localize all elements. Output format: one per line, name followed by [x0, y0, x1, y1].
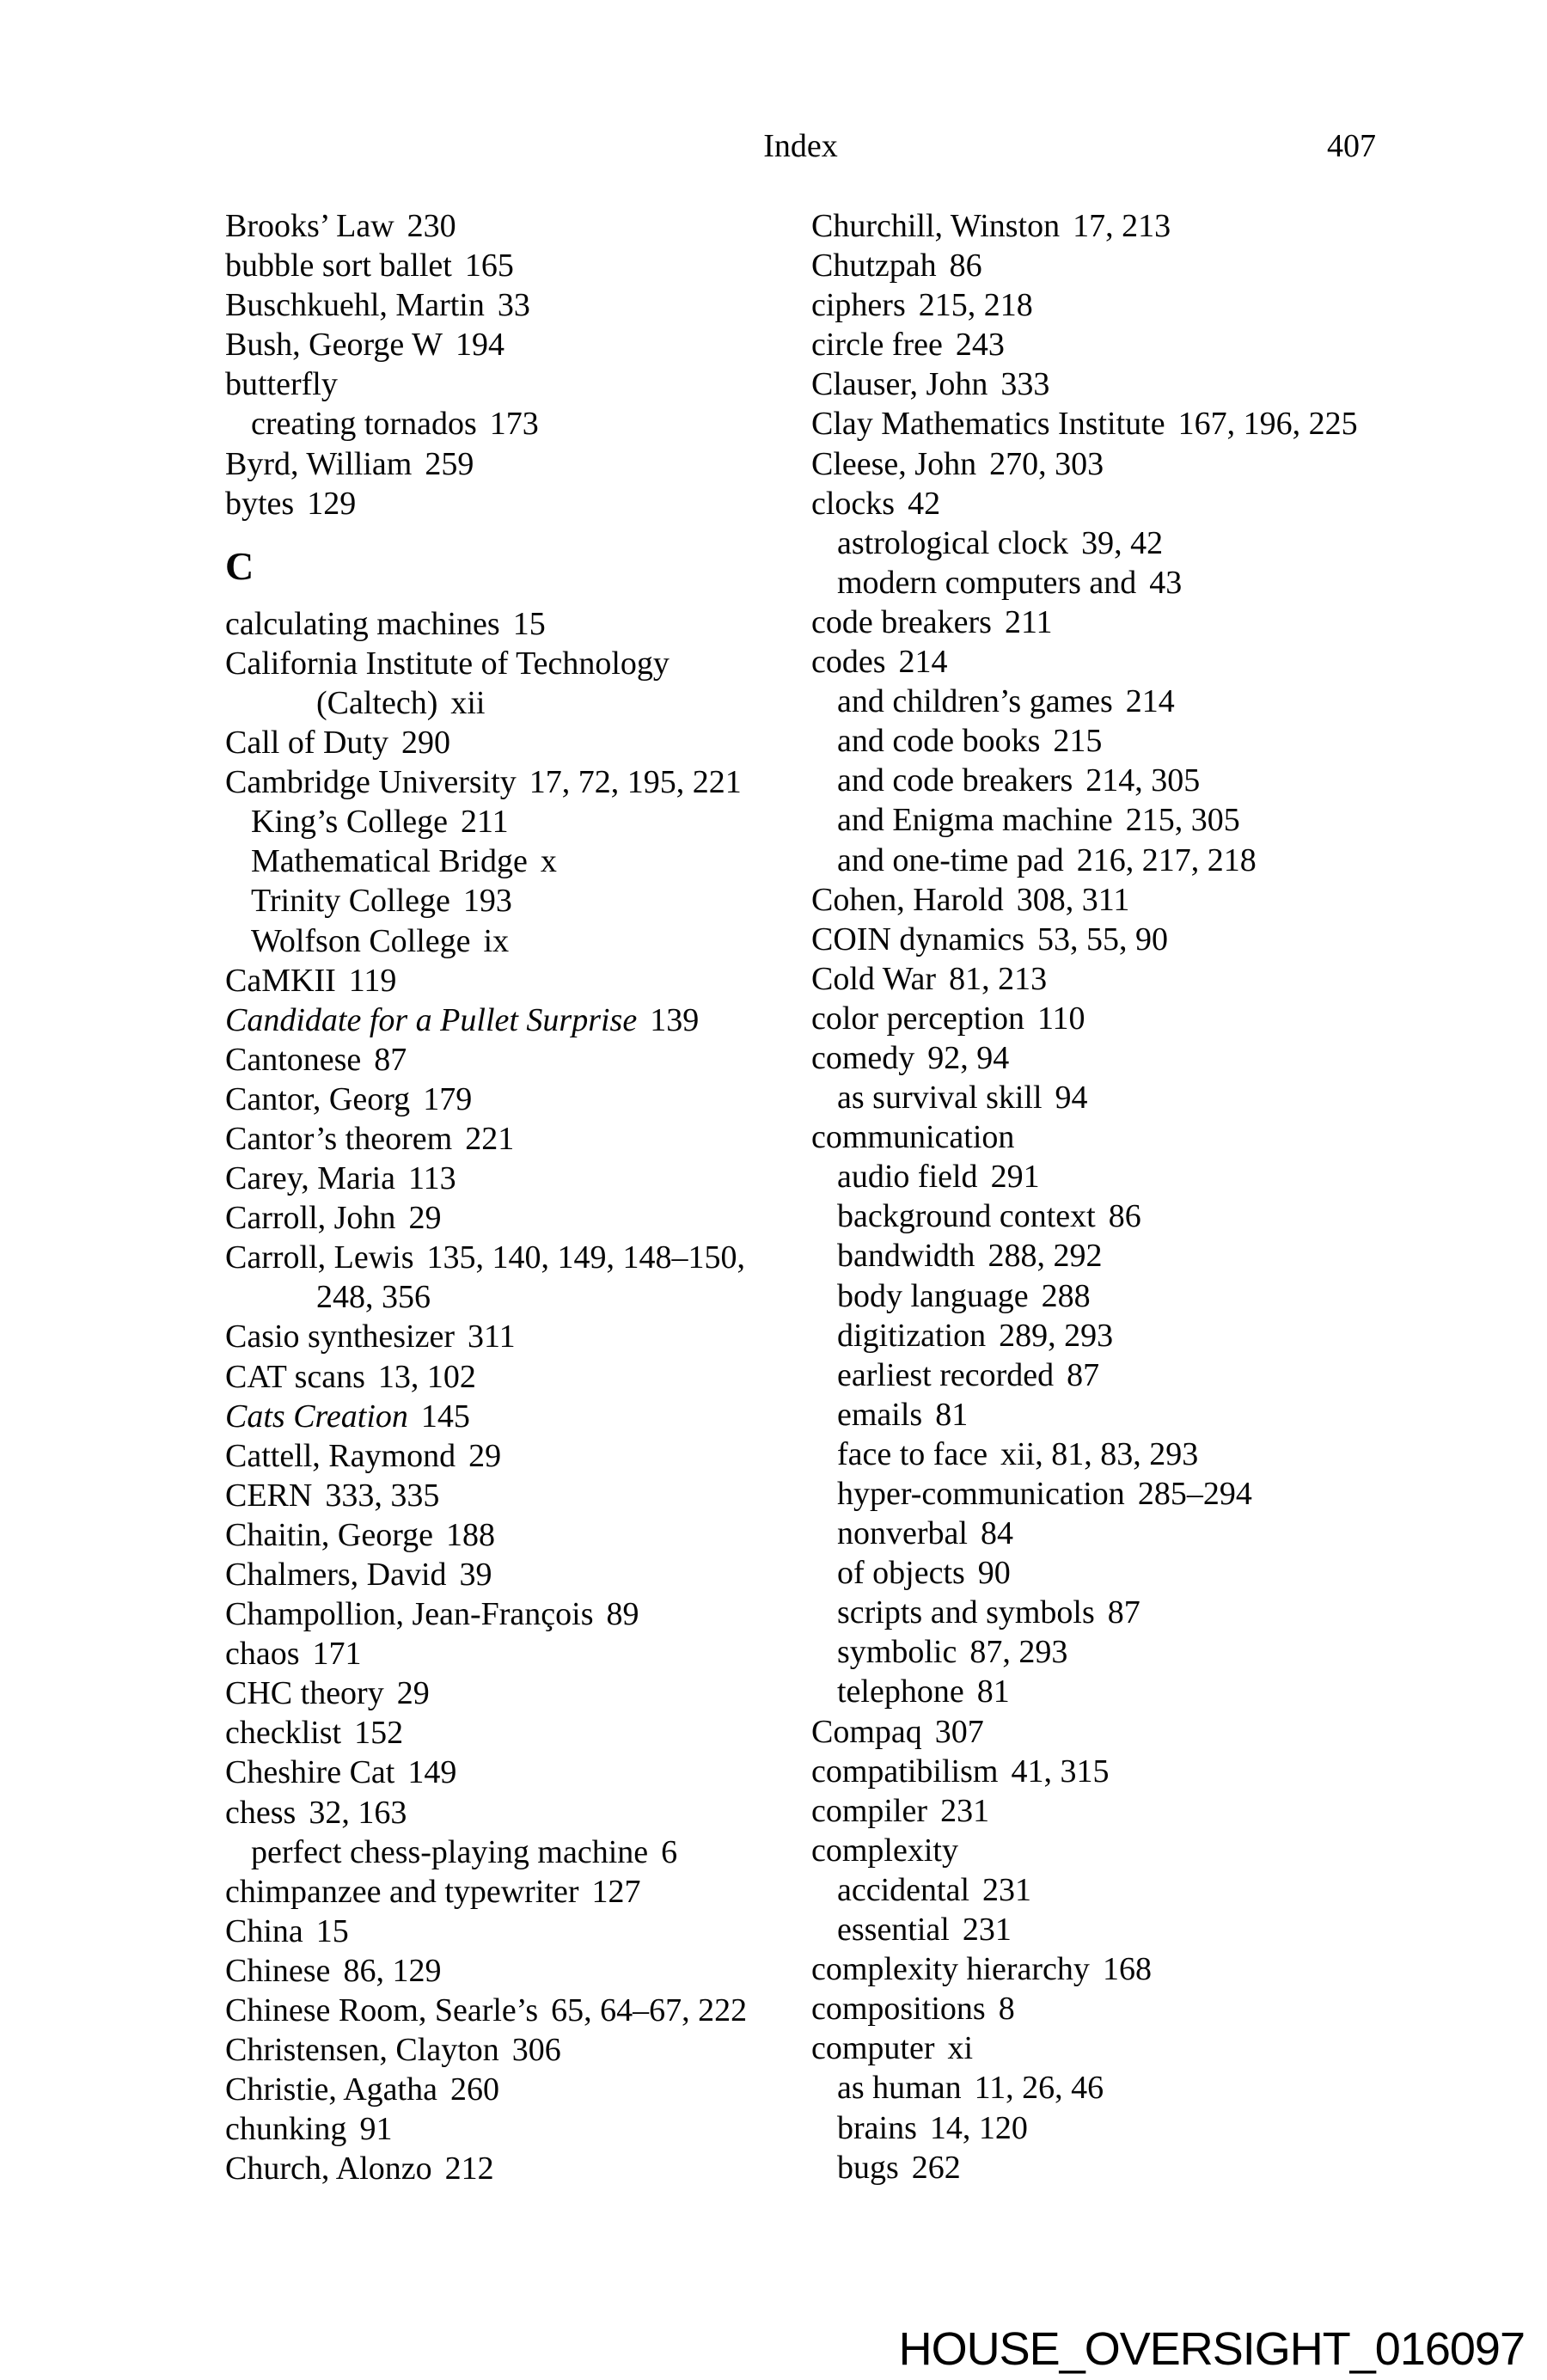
index-entry [811, 1593, 1396, 1632]
entry-pages: 33 [497, 287, 530, 324]
entry-pages: 291 [990, 1159, 1040, 1196]
entry-label: bugs [837, 2149, 899, 2186]
entry-label: telephone [837, 1673, 964, 1710]
entry-label: bytes [225, 485, 295, 522]
entry-pages: 86 [1108, 1198, 1141, 1235]
index-entry [811, 1791, 1396, 1831]
entry-pages: 13, 102 [377, 1358, 476, 1395]
entry-pages: 307 [934, 1713, 984, 1750]
entry-pages: 139 [650, 1001, 700, 1038]
entry-pages: 39 [459, 1557, 492, 1593]
entry-label: Cohen, Harold [811, 881, 1004, 918]
index-entry [811, 1078, 1396, 1117]
entry-label: Christensen, Clayton [225, 2032, 499, 2069]
entry-pages: xi [947, 2030, 974, 2067]
entry-label: bubble sort ballet [225, 248, 452, 284]
entry-pages: 270, 303 [989, 445, 1104, 482]
index-entry [811, 682, 1396, 721]
index-entry [225, 1159, 810, 1198]
entry-pages: 173 [489, 406, 539, 443]
entry-label: ciphers [811, 287, 906, 324]
index-entry [225, 1991, 810, 2030]
entry-label: accidental [837, 1871, 970, 1908]
entry-pages: 92, 94 [927, 1039, 1010, 1076]
entry-pages: 308, 311 [1016, 881, 1130, 918]
entry-label: hyper-communication [837, 1476, 1125, 1512]
entry-pages: 211 [461, 804, 509, 841]
entry-label: Clauser, John [811, 366, 988, 403]
entry-label: color perception [811, 1000, 1024, 1037]
entry-pages: 15 [512, 605, 546, 642]
entry-pages: 260 [449, 2071, 499, 2108]
entry-pages: 87 [1067, 1356, 1100, 1393]
index-entry [811, 364, 1396, 404]
index-entry [225, 683, 810, 723]
entry-pages: 127 [591, 1873, 641, 1910]
entry-pages: 243 [955, 327, 1005, 364]
entry-label: computer [811, 2030, 935, 2067]
entry-label: Clay Mathematics Institute [811, 406, 1165, 443]
index-entry [811, 1355, 1396, 1395]
index-entry [811, 325, 1396, 364]
entry-label: Churchill, Winston [811, 208, 1061, 244]
entry-pages: xii, 81, 83, 293 [1000, 1435, 1199, 1472]
index-entry [225, 1713, 810, 1753]
index-entry [225, 881, 810, 921]
section-heading: C [225, 543, 254, 588]
entry-pages: xii [450, 684, 486, 721]
entry-label: Cantor’s theorem [225, 1120, 453, 1157]
entry-label: bandwidth [837, 1238, 975, 1275]
index-entry [811, 642, 1396, 682]
index-entry [225, 1912, 810, 1951]
index-entry [811, 484, 1396, 523]
entry-pages: 221 [465, 1120, 515, 1157]
entry-pages: 149 [407, 1754, 457, 1791]
entry-label: of objects [837, 1555, 965, 1592]
entry-label: Chinese [225, 1952, 331, 1989]
entry-label: Cantor, Georg [225, 1080, 411, 1117]
index-entry [225, 1832, 810, 1872]
running-header [225, 125, 1376, 167]
entry-pages: 29 [468, 1437, 502, 1474]
index-entry [225, 1040, 810, 1080]
index-entry [811, 959, 1396, 999]
entry-label: CHC theory [225, 1675, 384, 1712]
index-entry [225, 404, 810, 444]
entry-label: calculating machines [225, 605, 500, 642]
entry-pages: 289, 293 [999, 1317, 1114, 1354]
index-entry [811, 1553, 1396, 1593]
index-entry [225, 802, 810, 841]
entry-label: COIN dynamics [811, 921, 1025, 958]
entry-pages: 285–294 [1137, 1476, 1252, 1512]
entry-label: and code breakers [837, 762, 1073, 799]
entry-label: earliest recorded [837, 1356, 1055, 1393]
entry-pages: 89 [606, 1596, 639, 1633]
index-entry [225, 921, 810, 961]
index-entry [225, 644, 810, 683]
entry-label: Byrd, William [225, 445, 413, 482]
entry-label: Cats Creation [225, 1398, 408, 1435]
index-entry [811, 444, 1396, 484]
entry-pages: 119 [348, 962, 397, 999]
entry-pages: 152 [354, 1715, 404, 1752]
index-entry [225, 1753, 810, 1792]
entry-label: Cattell, Raymond [225, 1437, 456, 1474]
entry-pages: 53, 55, 90 [1037, 921, 1169, 958]
entry-label: compatibilism [811, 1753, 999, 1790]
entry-label: Cambridge University [225, 764, 517, 801]
entry-label: Cleese, John [811, 445, 977, 482]
index-entry [811, 761, 1396, 800]
index-entry [225, 285, 810, 325]
entry-pages: ix [483, 922, 510, 959]
entry-pages: 41, 315 [1011, 1753, 1110, 1790]
index-entry [225, 1238, 810, 1277]
entry-label: butterfly [225, 366, 338, 403]
entry-label: Brooks’ Law [225, 208, 394, 244]
entry-label: Cheshire Cat [225, 1754, 395, 1791]
entry-label: Wolfson College [251, 922, 471, 959]
entry-label: Bush, George W [225, 327, 443, 364]
entry-label: Chalmers, David [225, 1557, 447, 1593]
entry-label: Trinity College [251, 883, 450, 920]
entry-label: California Institute of Technology [225, 645, 670, 682]
index-entry [811, 880, 1396, 920]
entry-pages: 230 [407, 208, 456, 244]
entry-label: astrological clock [837, 524, 1069, 561]
entry-label: Chinese Room, Searle’s [225, 1992, 539, 2029]
index-entry [225, 2149, 810, 2188]
entry-label: Casio synthesizer [225, 1318, 456, 1355]
index-entry [225, 1594, 810, 1634]
entry-pages: 214, 305 [1085, 762, 1201, 799]
index-entry [811, 1276, 1396, 1316]
entry-pages: 145 [420, 1398, 470, 1435]
entry-pages: 17, 72, 195, 221 [529, 764, 742, 801]
entry-pages: 179 [423, 1080, 473, 1117]
entry-pages: 231 [940, 1792, 990, 1829]
index-entry [811, 603, 1396, 642]
index-entry [811, 285, 1396, 325]
entry-pages: 84 [980, 1515, 1013, 1552]
entry-label: modern computers and [837, 564, 1137, 601]
page-header-title: Index [763, 128, 838, 164]
entry-label: comedy [811, 1039, 915, 1076]
entry-pages: 29 [396, 1675, 430, 1712]
entry-pages: 214 [898, 644, 948, 681]
entry-label: (Caltech) [316, 684, 438, 721]
entry-pages: 87 [374, 1041, 407, 1078]
entry-pages: 39, 42 [1081, 524, 1164, 561]
index-entry [811, 1117, 1396, 1157]
index-entry [225, 961, 810, 1000]
entry-label: clocks [811, 485, 896, 522]
index-entry [225, 325, 810, 364]
index-entry [811, 841, 1396, 880]
index-entry [225, 1277, 810, 1317]
entry-pages: 188 [446, 1516, 496, 1553]
watermark: HOUSE_OVERSIGHT_016097 [898, 2323, 1525, 2375]
index-entry [225, 206, 810, 246]
entry-label: Champollion, Jean-François [225, 1596, 594, 1633]
index-entry [225, 1872, 810, 1912]
entry-pages: 91 [359, 2111, 393, 2148]
entry-pages: 87, 293 [969, 1634, 1068, 1671]
entry-label: Carey, Maria [225, 1160, 395, 1197]
index-entry [225, 1951, 810, 1991]
entry-pages: 216, 217, 218 [1076, 841, 1257, 878]
entry-label: perfect chess-playing machine [251, 1833, 649, 1870]
entry-pages: 333 [1000, 366, 1050, 403]
index-entry [811, 1038, 1396, 1078]
index-entry [811, 2068, 1396, 2108]
entry-pages: 65, 64–67, 222 [551, 1992, 748, 2029]
index-entry [811, 1989, 1396, 2028]
entry-pages: x [540, 843, 557, 880]
index-entry [811, 1752, 1396, 1791]
index-entry [811, 1395, 1396, 1435]
index-entry [225, 1793, 810, 1832]
index-entry [811, 1632, 1396, 1672]
index-entry [225, 246, 810, 285]
index-entry [225, 1357, 810, 1397]
entry-pages: 259 [425, 445, 474, 482]
entry-label: chaos [225, 1636, 300, 1673]
index-entry [811, 2148, 1396, 2187]
entry-label: Christie, Agatha [225, 2071, 437, 2108]
entry-pages: 168 [1102, 1951, 1152, 1988]
entry-label: complexity hierarchy [811, 1951, 1090, 1988]
entry-pages: 306 [511, 2032, 561, 2069]
entry-pages: 231 [962, 1912, 1012, 1949]
entry-label: chimpanzee and typewriter [225, 1873, 579, 1910]
index-entry [225, 762, 810, 802]
index-entry [811, 404, 1396, 444]
index-entry [225, 1119, 810, 1159]
index-entry [811, 800, 1396, 840]
entry-label: Call of Duty [225, 725, 388, 762]
entry-pages: 81 [976, 1673, 1010, 1710]
index-column-right [811, 206, 1396, 2187]
index-entry [811, 523, 1396, 563]
entry-label: and children’s games [837, 683, 1113, 720]
entry-label: Chaitin, George [225, 1516, 434, 1553]
index-entry [811, 246, 1396, 285]
index-column-left [225, 206, 810, 2189]
index-entry [225, 1515, 810, 1555]
entry-label: nonverbal [837, 1515, 968, 1552]
index-entry [225, 1476, 810, 1515]
index-entry [225, 1436, 810, 1476]
page-number: 407 [1327, 128, 1376, 164]
entry-label: CAT scans [225, 1358, 365, 1395]
index-entry [811, 2108, 1396, 2148]
entry-label: Cold War [811, 960, 937, 997]
entry-label: essential [837, 1912, 950, 1949]
entry-pages: 86 [949, 248, 982, 284]
entry-pages: 214 [1125, 683, 1175, 720]
index-entry [811, 1910, 1396, 1949]
entry-pages: 11, 26, 46 [974, 2070, 1104, 2107]
index-entry [811, 721, 1396, 761]
entry-label: Candidate for a Pullet Surprise [225, 1001, 638, 1038]
entry-label: scripts and symbols [837, 1594, 1095, 1631]
entry-pages: 193 [462, 883, 512, 920]
entry-pages: 215, 305 [1125, 802, 1240, 839]
index-entry [225, 1397, 810, 1436]
index-entry [811, 1474, 1396, 1514]
entry-pages: 171 [312, 1636, 362, 1673]
index-entry [811, 1435, 1396, 1474]
index-entry [225, 1198, 810, 1238]
entry-pages: 86, 129 [343, 1952, 442, 1989]
index-entry [225, 484, 810, 523]
entry-label: Carroll, Lewis [225, 1239, 414, 1276]
entry-label: Church, Alonzo [225, 2151, 432, 2187]
index-entry [811, 1831, 1396, 1870]
entry-label: and code books [837, 723, 1041, 760]
entry-label: code breakers [811, 603, 992, 640]
entry-pages: 212 [444, 2151, 494, 2187]
entry-pages: 311 [468, 1318, 516, 1355]
entry-pages: 32, 163 [309, 1794, 407, 1831]
index-entry [225, 1317, 810, 1356]
entry-label: creating tornados [251, 406, 477, 443]
entry-label: and one-time pad [837, 841, 1064, 878]
entry-label: CaMKII [225, 962, 336, 999]
index-entry [811, 1514, 1396, 1553]
entry-pages: 29 [408, 1200, 442, 1237]
entry-label: King’s College [251, 804, 449, 841]
index-entry [811, 1196, 1396, 1236]
entry-label: symbolic [837, 1634, 957, 1671]
index-entry [225, 444, 810, 484]
index-entry [225, 1555, 810, 1594]
entry-pages: 81 [935, 1396, 969, 1433]
index-entry [811, 1672, 1396, 1711]
entry-pages: 167, 196, 225 [1177, 406, 1358, 443]
entry-pages: 290 [401, 725, 450, 762]
entry-pages: 165 [464, 248, 514, 284]
entry-pages: 211 [1004, 603, 1053, 640]
entry-pages: 15 [315, 1912, 349, 1949]
entry-label: Compaq [811, 1713, 922, 1750]
index-entry [225, 841, 810, 881]
index-entry [225, 2030, 810, 2070]
entry-pages: 17, 213 [1073, 208, 1171, 244]
index-entry [225, 2070, 810, 2109]
index-entry [225, 364, 810, 404]
index-entry [225, 1634, 810, 1673]
index-entry [811, 999, 1396, 1038]
index-entry [225, 723, 810, 762]
index-entry [811, 2028, 1396, 2068]
entry-label: emails [837, 1396, 923, 1433]
entry-pages: 42 [908, 485, 941, 522]
index-entry [811, 1712, 1396, 1752]
entry-label: China [225, 1912, 303, 1949]
entry-pages: 81, 213 [949, 960, 1048, 997]
entry-label: background context [837, 1198, 1096, 1235]
entry-pages: 94 [1055, 1080, 1088, 1117]
index-entry [225, 1673, 810, 1713]
entry-pages: 90 [977, 1555, 1011, 1592]
entry-pages: 8 [998, 1991, 1015, 2028]
index-entry [811, 1870, 1396, 1910]
entry-label: as survival skill [837, 1080, 1043, 1117]
entry-label: complexity [811, 1832, 958, 1869]
index-entry [811, 1316, 1396, 1355]
entry-pages: 248, 356 [316, 1279, 431, 1316]
entry-label: face to face [837, 1435, 988, 1472]
entry-pages: 6 [661, 1833, 678, 1870]
index-entry [811, 1949, 1396, 1989]
entry-label: checklist [225, 1715, 342, 1752]
entry-label: digitization [837, 1317, 987, 1354]
entry-label: CERN [225, 1477, 313, 1514]
index-entry [811, 1236, 1396, 1276]
entry-label: chunking [225, 2111, 347, 2148]
entry-label: and Enigma machine [837, 802, 1113, 839]
entry-pages: 14, 120 [929, 2109, 1028, 2146]
index-entry [225, 2109, 810, 2149]
entry-label: brains [837, 2109, 917, 2146]
index-entry [225, 1000, 810, 1040]
entry-label: circle free [811, 327, 943, 364]
index-entry [811, 563, 1396, 603]
entry-label: audio field [837, 1159, 978, 1196]
entry-pages: 129 [307, 485, 357, 522]
entry-label: compositions [811, 1991, 986, 2028]
entry-label: Carroll, John [225, 1200, 396, 1237]
entry-pages: 194 [455, 327, 504, 364]
index-entry [811, 206, 1396, 246]
entry-label: codes [811, 644, 886, 681]
entry-pages: 231 [982, 1871, 1032, 1908]
entry-pages: 262 [911, 2149, 961, 2186]
entry-label: as human [837, 2070, 962, 2107]
index-entry [225, 604, 810, 644]
index-entry [811, 920, 1396, 959]
entry-pages: 215, 218 [918, 287, 1033, 324]
entry-pages: 215 [1053, 723, 1103, 760]
entry-pages: 288 [1041, 1277, 1091, 1314]
entry-label: Chutzpah [811, 248, 937, 284]
entry-pages: 333, 335 [325, 1477, 440, 1514]
entry-label: chess [225, 1794, 297, 1831]
entry-pages: 113 [408, 1160, 456, 1197]
entry-pages: 110 [1036, 1000, 1085, 1037]
entry-pages: 87 [1107, 1594, 1140, 1631]
entry-label: body language [837, 1277, 1029, 1314]
entry-label: Mathematical Bridge [251, 843, 528, 880]
entry-pages: 43 [1149, 564, 1183, 601]
index-entry [225, 1080, 810, 1119]
index-entry [811, 1157, 1396, 1196]
entry-pages: 135, 140, 149, 148–150, [426, 1239, 746, 1276]
entry-label: communication [811, 1119, 1015, 1156]
entry-label: compiler [811, 1792, 928, 1829]
entry-label: Buschkuehl, Martin [225, 287, 485, 324]
entry-label: Cantonese [225, 1041, 362, 1078]
entry-pages: 288, 292 [988, 1238, 1103, 1275]
